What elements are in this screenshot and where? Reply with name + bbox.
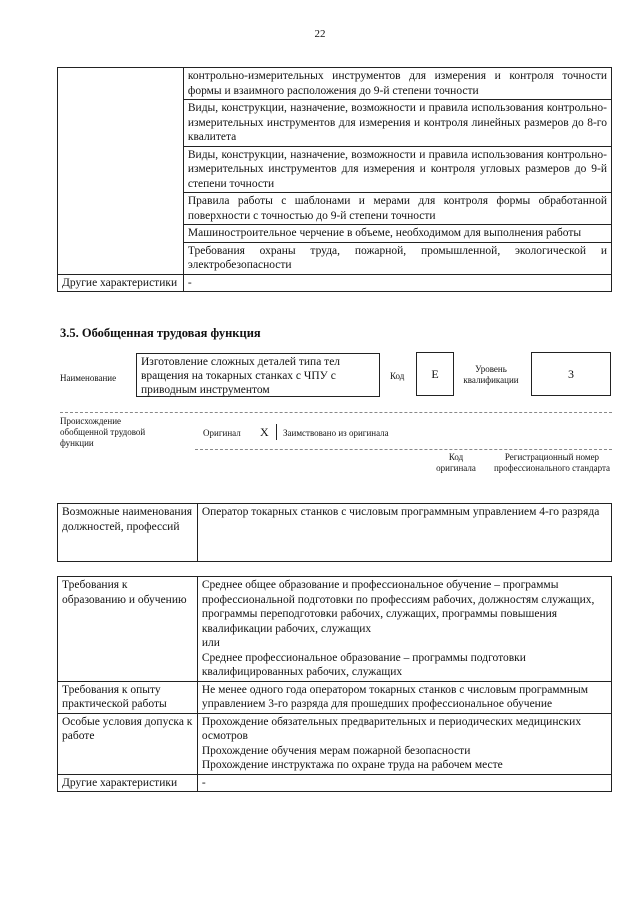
table-cell-label: Возможные наименования должностей, профессий bbox=[58, 504, 198, 562]
cell-line: Не менее одного года оператором токарных станков с числовым программным управлением 3-го разряда для прошедших профессиональное обучение bbox=[201, 683, 589, 710]
cell-line: или bbox=[201, 637, 220, 649]
table-cell-text: Правила работы с шаблонами и мерами для контроля формы обработанной поверхности с точностью до 9-й степени точности bbox=[183, 193, 611, 225]
table-cell-label: Требования к опыту практической работы bbox=[58, 681, 198, 713]
table-cell-text: Машиностроительное черчение в объеме, необходимом для выполнения работы bbox=[183, 225, 611, 243]
level-value-box bbox=[531, 352, 611, 396]
divider bbox=[195, 449, 612, 450]
original-mark: X bbox=[260, 425, 269, 439]
cell-line: Прохождение обязательных предварительных и периодических медицинских осмотров bbox=[201, 715, 582, 742]
table-cell-text: контрольно-измерительных инструментов для измерения и контроля точности формы и взаимного расположения до 9-й степени точности bbox=[183, 68, 611, 100]
code-value-box bbox=[416, 352, 454, 396]
name-label: Наименование bbox=[60, 373, 117, 383]
table-cell-label: Требования к образованию и обучению bbox=[58, 577, 198, 682]
table-cell-text bbox=[197, 681, 611, 713]
table-cell-left bbox=[58, 68, 184, 275]
positions-table bbox=[57, 503, 612, 562]
top-knowledge-table bbox=[57, 67, 612, 292]
reg-number-label: Регистрационный номер профессионального стандарта bbox=[493, 452, 611, 473]
divider bbox=[60, 412, 612, 413]
cell-line: Среднее профессиональное образование – программы подготовки квалифицированных рабочих, служащих bbox=[201, 651, 526, 678]
table-cell-label: Другие характеристики bbox=[58, 274, 184, 292]
table-cell-text: Требования охраны труда, пожарной, промышленной, экологической и электробезопасности bbox=[183, 242, 611, 274]
cell-line: Прохождение инструктажа по охране труда на рабочем месте bbox=[201, 759, 503, 771]
table-cell-label: Другие характеристики bbox=[58, 774, 198, 792]
cell-line: Среднее общее образование и профессиональное обучение – программы профессиональной подготовки по профессиям рабочих, должностям служащих, программы переподготовки рабочих, служащих, программы повышения квалификации рабочих, служащих bbox=[201, 579, 595, 635]
name-value-box bbox=[136, 353, 380, 397]
table-row bbox=[58, 577, 612, 682]
cell-line: Прохождение обучения мерам пожарной безопасности bbox=[201, 744, 471, 757]
table-row bbox=[58, 681, 612, 713]
table-cell-text: Оператор токарных станков с числовым программным управлением 4-го разряда bbox=[197, 504, 611, 562]
origin-label: Происхождение обобщенной трудовой функции bbox=[60, 416, 146, 448]
code-value: E bbox=[431, 366, 439, 381]
section-title: 3.5. Обобщенная трудовая функция bbox=[60, 326, 261, 340]
level-label: Уровень квалификации bbox=[463, 364, 519, 385]
table-row bbox=[58, 274, 612, 292]
requirements-table bbox=[57, 576, 612, 792]
code-original-label: Код оригинала bbox=[436, 452, 476, 473]
level-value: 3 bbox=[568, 366, 574, 381]
table-cell-text: - bbox=[183, 274, 611, 292]
table-row bbox=[58, 774, 612, 792]
table-row bbox=[58, 713, 612, 774]
table-row bbox=[58, 504, 612, 562]
table-cell-text bbox=[197, 577, 611, 682]
page-number: 22 bbox=[314, 28, 326, 40]
table-row bbox=[58, 68, 612, 100]
original-label: Оригинал bbox=[203, 428, 241, 438]
code-label: Код bbox=[390, 371, 405, 381]
name-value: Изготовление сложных деталей типа тел вращения на токарных станках с ЧПУ с приводным инструментом bbox=[141, 356, 341, 396]
table-cell-text bbox=[197, 713, 611, 774]
cell-line: - bbox=[201, 776, 206, 789]
table-cell-label: Особые условия допуска к работе bbox=[58, 713, 198, 774]
table-cell-text: Виды, конструкции, назначение, возможности и правила использования контрольно-измерительных инструментов для измерения и контроля угловых размеров до 9-й степени точности bbox=[183, 146, 611, 193]
table-cell-text bbox=[197, 774, 611, 792]
origin-separator bbox=[276, 424, 277, 440]
table-cell-text: Виды, конструкции, назначение, возможности и правила использования контрольно-измерительных инструментов для измерения и контроля линейных размеров до 8-го квалитета bbox=[183, 100, 611, 147]
borrowed-label: Заимствовано из оригинала bbox=[283, 428, 389, 438]
